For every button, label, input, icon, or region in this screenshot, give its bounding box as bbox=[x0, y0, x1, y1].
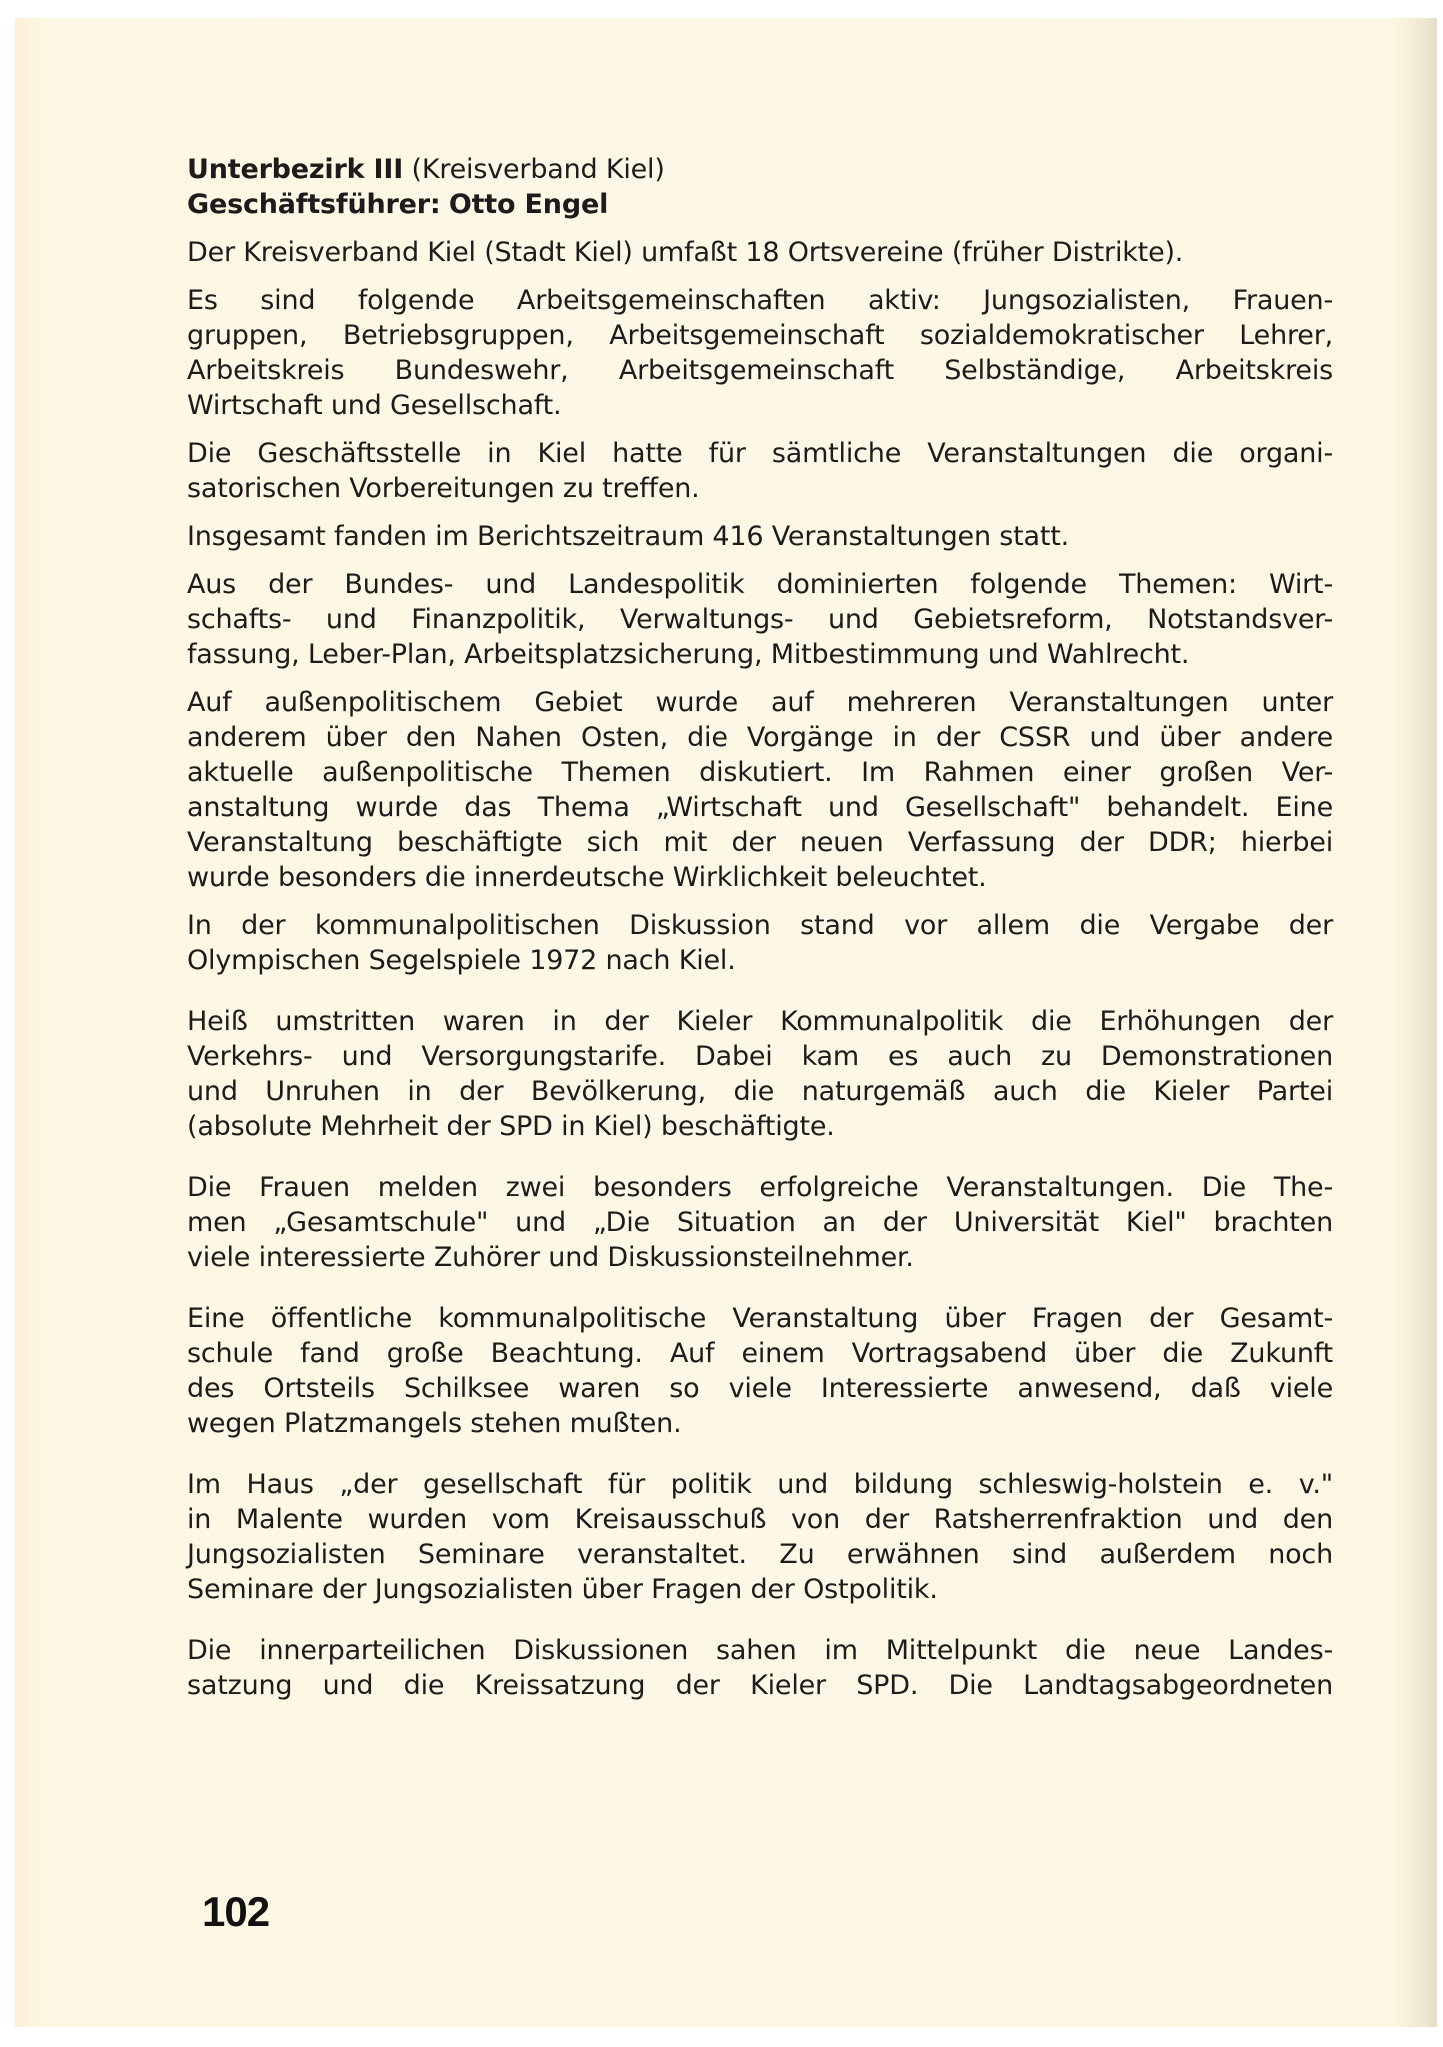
text-line: Die innerparteilichen Diskussionen sahen im Mittelpunkt die neue Landes- bbox=[187, 1635, 1333, 1666]
page-content bbox=[187, 152, 1333, 1716]
text-line: wurde besonders die innerdeutsche Wirklichkeit beleuchtet. bbox=[187, 862, 987, 893]
text-line: gruppen, Betriebsgruppen, Arbeitsgemeinschaft sozialdemokratischer Lehrer, bbox=[187, 320, 1333, 351]
text-line: viele interessierte Zuhörer und Diskussionsteilnehmer. bbox=[187, 1242, 914, 1273]
header-line-manager bbox=[187, 187, 1333, 222]
paragraph bbox=[187, 1004, 1333, 1144]
document-page bbox=[15, 18, 1437, 2027]
paragraph bbox=[187, 685, 1333, 895]
text-line: aktuelle außenpolitische Themen diskutiert. Im Rahmen einer großen Ver- bbox=[187, 757, 1333, 788]
text-line: in Malente wurden vom Kreisausschuß von der Ratsherrenfraktion und den bbox=[187, 1504, 1333, 1535]
body-text bbox=[187, 235, 1333, 1703]
text-line: Veranstaltung beschäftigte sich mit der neuen Verfassung der DDR; hierbei bbox=[187, 827, 1333, 858]
text-line: Heiß umstritten waren in der Kieler Kommunalpolitik die Erhöhungen der bbox=[187, 1006, 1333, 1037]
paragraph bbox=[187, 1467, 1333, 1607]
text-line: fassung, Leber-Plan, Arbeitsplatzsicherung, Mitbestimmung und Wahlrecht. bbox=[187, 639, 1190, 670]
text-line: Seminare der Jungsozialisten über Fragen der Ostpolitik. bbox=[187, 1574, 938, 1605]
text-line: (absolute Mehrheit der SPD in Kiel) beschäftigte. bbox=[187, 1111, 835, 1142]
text-line: satorischen Vorbereitungen zu treffen. bbox=[187, 473, 700, 504]
text-line: anderem über den Nahen Osten, die Vorgänge in der CSSR und über andere bbox=[187, 722, 1333, 753]
text-line: Aus der Bundes- und Landespolitik dominierten folgende Themen: Wirt- bbox=[187, 569, 1333, 600]
text-line: Arbeitskreis Bundeswehr, Arbeitsgemeinschaft Selbständige, Arbeitskreis bbox=[187, 355, 1333, 386]
page-number: 102 bbox=[202, 1888, 270, 1935]
text-line: men „Gesamtschule" und „Die Situation an der Universität Kiel" brachten bbox=[187, 1207, 1333, 1238]
text-line: satzung und die Kreissatzung der Kieler SPD. Die Landtagsabgeordneten bbox=[187, 1670, 1333, 1701]
paragraph bbox=[187, 436, 1333, 506]
header-line-unit bbox=[187, 152, 1333, 187]
paragraph bbox=[187, 519, 1333, 554]
text-line: des Ortsteils Schilksee waren so viele Interessierte anwesend, daß viele bbox=[187, 1373, 1333, 1404]
text-line: Insgesamt fanden im Berichtszeitraum 416 Veranstaltungen statt. bbox=[187, 521, 1069, 552]
text-line: In der kommunalpolitischen Diskussion stand vor allem die Vergabe der bbox=[187, 910, 1333, 941]
text-line: anstaltung wurde das Thema „Wirtschaft und Gesellschaft" behandelt. Eine bbox=[187, 792, 1333, 823]
text-line: Auf außenpolitischem Gebiet wurde auf mehreren Veranstaltungen unter bbox=[187, 687, 1333, 718]
text-line: Im Haus „der gesellschaft für politik und bildung schleswig-holstein e. v." bbox=[187, 1469, 1333, 1500]
text-line: Es sind folgende Arbeitsgemeinschaften aktiv: Jungsozialisten, Frauen- bbox=[187, 285, 1333, 316]
paragraph bbox=[187, 567, 1333, 672]
manager-name: Otto Engel bbox=[448, 189, 609, 220]
paragraph bbox=[187, 1170, 1333, 1275]
paragraph bbox=[187, 908, 1333, 978]
text-line: und Unruhen in der Bevölkerung, die naturgemäß auch die Kieler Partei bbox=[187, 1076, 1333, 1107]
text-line: schule fand große Beachtung. Auf einem Vortragsabend über die Zukunft bbox=[187, 1338, 1333, 1369]
unit-title: Unterbezirk III bbox=[187, 154, 404, 185]
text-line: Die Geschäftsstelle in Kiel hatte für sämtliche Veranstaltungen die organi- bbox=[187, 438, 1333, 469]
manager-label: Geschäftsführer: bbox=[187, 189, 441, 220]
paragraph bbox=[187, 283, 1333, 423]
text-line: schafts- und Finanzpolitik, Verwaltungs- und Gebietsreform, Notstandsver- bbox=[187, 604, 1333, 635]
text-line: Verkehrs- und Versorgungstarife. Dabei kam es auch zu Demonstrationen bbox=[187, 1041, 1333, 1072]
section-header bbox=[187, 152, 1333, 222]
text-line: Wirtschaft und Gesellschaft. bbox=[187, 390, 562, 421]
text-line: Jungsozialisten Seminare veranstaltet. Zu erwähnen sind außerdem noch bbox=[187, 1539, 1333, 1570]
text-line: wegen Platzmangels stehen mußten. bbox=[187, 1408, 682, 1439]
unit-subtitle: (Kreisverband Kiel) bbox=[411, 154, 665, 185]
paragraph bbox=[187, 1633, 1333, 1703]
text-line: Die Frauen melden zwei besonders erfolgreiche Veranstaltungen. Die The- bbox=[187, 1172, 1333, 1203]
text-line: Eine öffentliche kommunalpolitische Veranstaltung über Fragen der Gesamt- bbox=[187, 1303, 1333, 1334]
text-line: Der Kreisverband Kiel (Stadt Kiel) umfaßt 18 Ortsvereine (früher Distrikte). bbox=[187, 237, 1184, 268]
paragraph bbox=[187, 235, 1333, 270]
text-line: Olympischen Segelspiele 1972 nach Kiel. bbox=[187, 945, 736, 976]
paragraph bbox=[187, 1301, 1333, 1441]
